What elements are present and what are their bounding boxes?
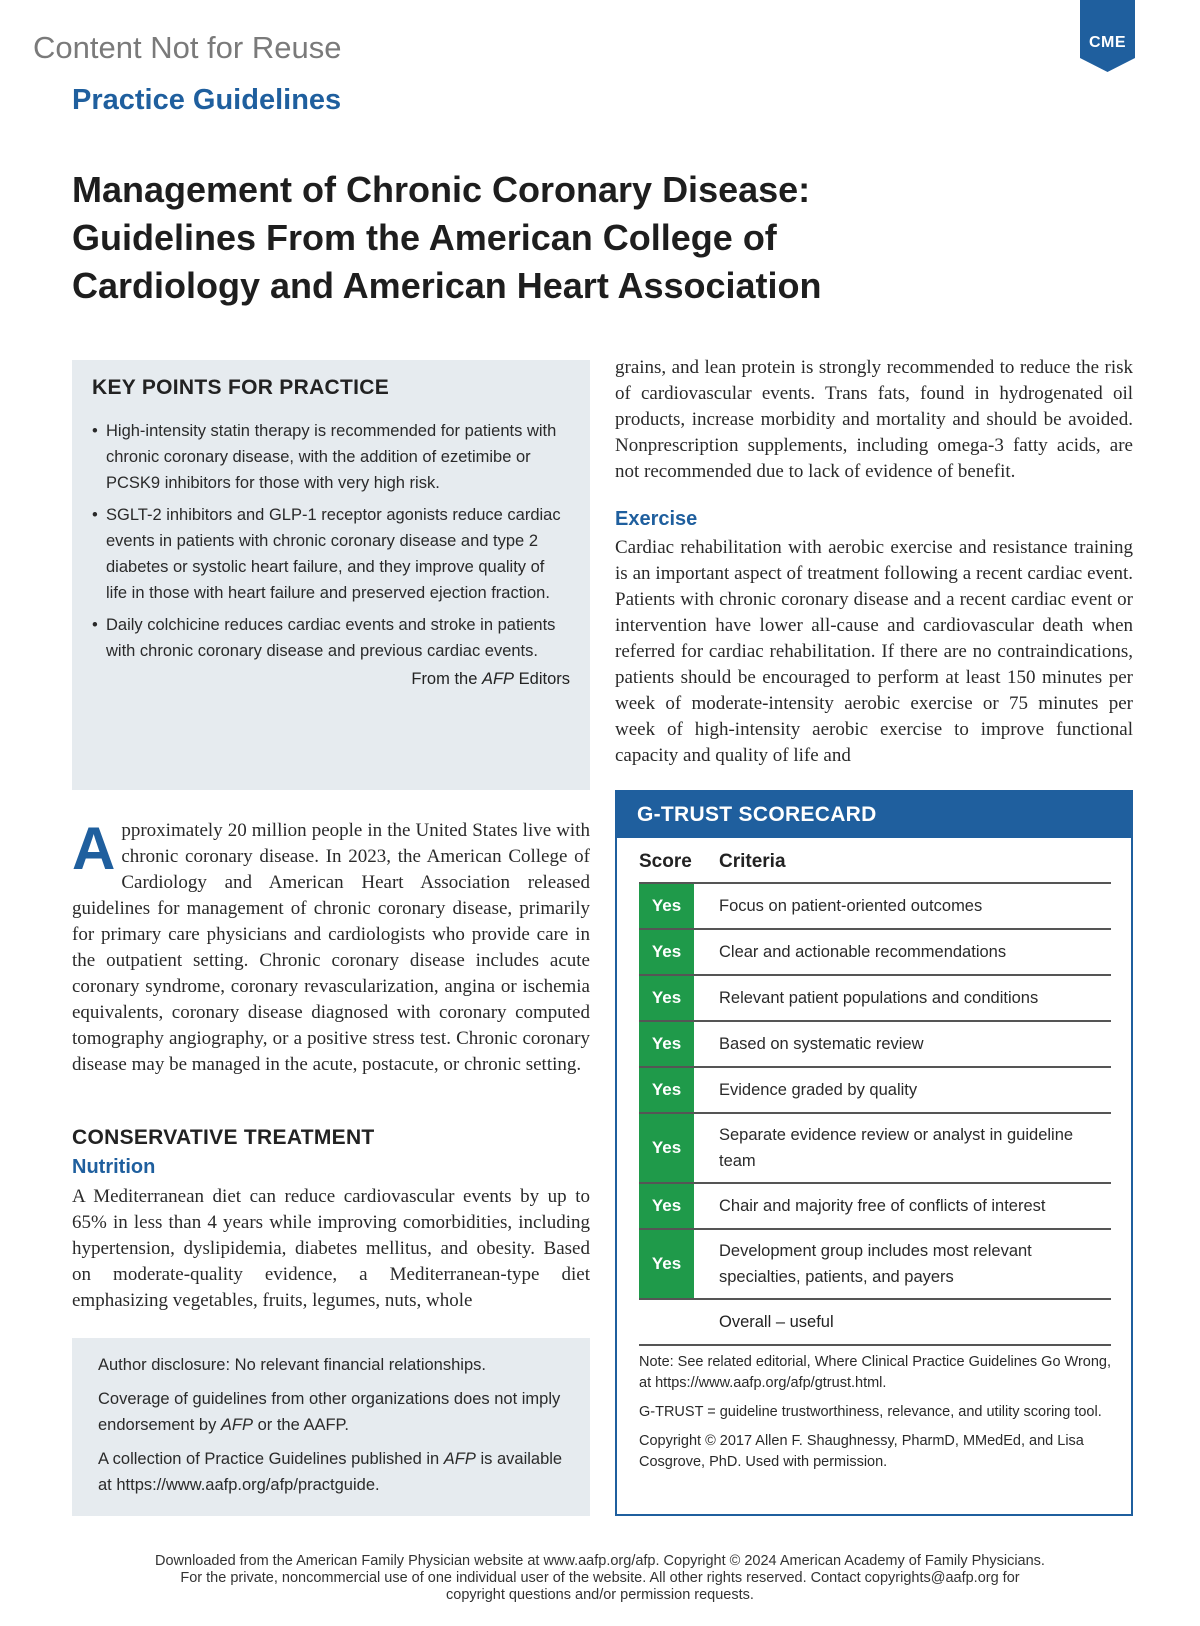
criteria-cell: Evidence graded by quality — [719, 1081, 918, 1099]
coverage-note — [98, 1386, 564, 1438]
column2-continuation: grains, and lean protein is strongly recommended to reduce the risk of cardiovascular events. Trans fats, found in hydrogenated oil products, increase morbidity and mortality and should be avoided. Nonprescription supplements, including omega-3 fatty acids, are not recommended due to lack of evidence of benefit. — [615, 357, 1133, 482]
key-points-box — [72, 360, 590, 790]
attribution-suffix: Editors — [514, 670, 570, 688]
key-points-heading: KEY POINTS FOR PRACTICE — [92, 376, 390, 399]
key-point-item: • High-intensity statin therapy is recommended for patients with chronic coronary disease, with the addition of ezetimibe or PCSK9 inhibitors for those with very high risk. — [92, 418, 570, 496]
table-row — [639, 1114, 1111, 1184]
criteria-column-header: Criteria — [719, 851, 786, 872]
criteria-cell: Clear and actionable recommendations — [719, 943, 1007, 961]
attribution-prefix: From the — [411, 670, 482, 688]
disclosure-box — [72, 1338, 590, 1516]
table-row — [639, 1184, 1111, 1230]
scorecard-header-row — [639, 842, 1111, 884]
scorecard-note: Note: See related editorial, Where Clinical Practice Guidelines Go Wrong, at https://www.aafp.org/afp/gtrust.html. — [639, 1354, 1112, 1391]
watermark: Content Not for Reuse — [33, 30, 342, 65]
score-cell: Yes — [639, 976, 694, 1020]
nutrition-paragraph: A Mediterranean diet can reduce cardiovascular events by up to 65% in less than 4 years while improving comorbidities, including hypertension, dyslipidemia, diabetes mellitus, and obesity. Based on moderate-quality evidence, a Mediterranean-type diet emphasizing vegetables, fruits, legumes, nuts, whole — [72, 1186, 590, 1311]
collection-note — [98, 1446, 564, 1498]
collection-journal: AFP — [443, 1450, 476, 1468]
coverage-prefix: Coverage of guidelines from other organizations does not imply endorsement by — [98, 1390, 561, 1434]
author-disclosure: Author disclosure: No relevant financial relationships. — [98, 1356, 486, 1374]
title-line: Guidelines From the American College of — [72, 217, 777, 258]
criteria-cell: Focus on patient-oriented outcomes — [719, 897, 983, 915]
section-title: Practice Guidelines — [72, 84, 342, 116]
criteria-cell: Relevant patient populations and conditions — [719, 989, 1039, 1007]
scorecard-definition: G-TRUST = guideline trustworthiness, relevance, and utility scoring tool. — [639, 1404, 1102, 1420]
cme-label: CME — [1088, 34, 1127, 51]
cme-badge — [1080, 0, 1135, 72]
score-cell: Yes — [639, 884, 694, 928]
table-row — [639, 1230, 1111, 1300]
scorecard-copyright: Copyright © 2017 Allen F. Shaughnessy, PharmD, MMedEd, and Lisa Cosgrove, PhD. Used with permission. — [639, 1433, 1084, 1470]
attribution-journal: AFP — [481, 670, 515, 688]
table-row — [639, 1022, 1111, 1068]
collection-suffix: is available at https://www.aafp.org/afp/practguide. — [98, 1450, 563, 1494]
table-row — [639, 976, 1111, 1022]
overall-row: Overall – useful — [639, 1300, 1111, 1346]
title-line: Management of Chronic Coronary Disease: — [72, 169, 811, 210]
conservative-treatment-heading: CONSERVATIVE TREATMENT — [72, 1126, 375, 1149]
key-point-item: • Daily colchicine reduces cardiac events and stroke in patients with chronic coronary disease and previous cardiac events. — [92, 612, 570, 664]
key-points-attribution — [92, 670, 570, 689]
score-cell: Yes — [639, 1022, 694, 1066]
intro-text: pproximately 20 million people in the United States live with chronic coronary disease. In 2023, the American College of Cardiology and American Heart Association released guidelines for management of chronic coronary disease, primarily for primary care physicians and cardiologists who provide care in the outpatient setting. Chronic coronary disease includes acute coronary syndrome, coronary revascularization, angina or ischemia equivalents, coronary disease diagnosed with coronary computed tomography angiography, or a positive stress test. Chronic coronary disease may be managed in the acute, postacute, or chronic setting. — [72, 820, 590, 1075]
criteria-cell: Development group includes most relevant specialties, patients, and payers — [719, 1242, 1032, 1286]
criteria-cell: Chair and majority free of conflicts of interest — [719, 1197, 1046, 1215]
criteria-cell: Separate evidence review or analyst in guideline team — [719, 1126, 1074, 1170]
drop-cap: A — [72, 815, 116, 882]
collection-prefix: A collection of Practice Guidelines published in — [98, 1450, 444, 1468]
coverage-suffix: or the AAFP. — [253, 1416, 350, 1434]
scorecard-table — [639, 842, 1111, 1346]
coverage-journal: AFP — [220, 1416, 253, 1434]
table-row — [639, 1068, 1111, 1114]
exercise-heading: Exercise — [615, 508, 698, 530]
criteria-cell: Based on systematic review — [719, 1035, 924, 1053]
intro-paragraph — [72, 815, 590, 1078]
key-points-list — [92, 418, 570, 664]
score-cell: Yes — [639, 930, 694, 974]
page-title — [72, 166, 892, 310]
scorecard-title: G-TRUST SCORECARD — [617, 792, 1131, 838]
scorecard-notes — [639, 1352, 1111, 1481]
key-point-item: • SGLT-2 inhibitors and GLP-1 receptor agonists reduce cardiac events in patients with chronic coronary disease and type 2 diabetes or systolic heart failure, and they improve quality of life in those with heart failure and preserved ejection fraction. — [92, 502, 570, 606]
score-cell: Yes — [639, 1114, 694, 1182]
table-row — [639, 930, 1111, 976]
page-footer: Downloaded from the American Family Physician website at www.aafp.org/afp. Copyright © 2024 American Academy of Family Physicians. For the private, noncommercial use of one individual user of the website. All other rights reserved. Contact copyrights@aafp.org for copyright questions and/or permission requests. — [155, 1553, 1045, 1603]
exercise-paragraph: Cardiac rehabilitation with aerobic exercise and resistance training is an important aspect of treatment following a recent cardiac event. Patients with chronic coronary disease and a recent cardiac event or intervention have lower all-cause and cardiovascular death when referred for cardiac rehabilitation. If there are no contraindications, patients should be encouraged to perform at least 150 minutes per week of moderate-intensity aerobic exercise or 75 minutes per week of high-intensity aerobic exercise to improve functional capacity and quality of life and — [615, 537, 1133, 766]
table-row — [639, 884, 1111, 930]
title-line: Cardiology and American Heart Association — [72, 265, 822, 306]
score-cell: Yes — [639, 1184, 694, 1228]
g-trust-scorecard — [615, 790, 1133, 1516]
score-cell: Yes — [639, 1230, 694, 1298]
score-cell: Yes — [639, 1068, 694, 1112]
nutrition-heading: Nutrition — [72, 1156, 156, 1178]
score-column-header: Score — [639, 851, 692, 872]
